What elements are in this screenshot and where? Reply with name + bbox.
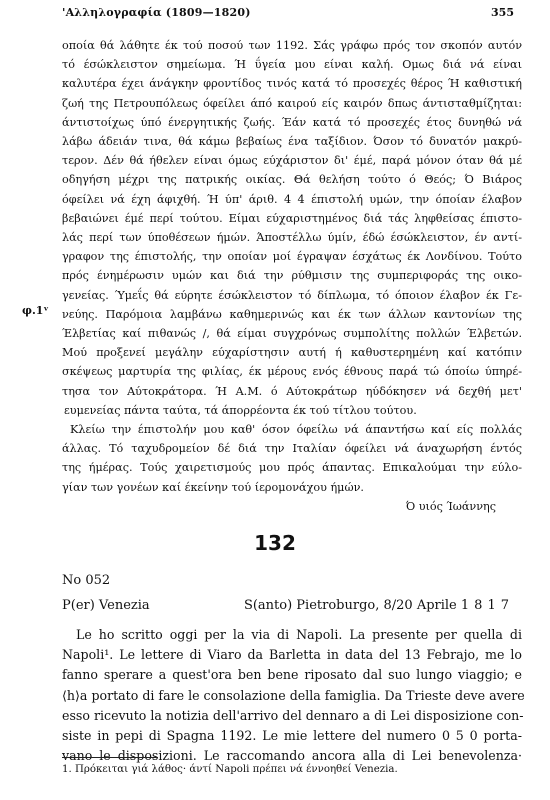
text-line: της ήμέρας. Τούς χαιρετισμούς μου πρός άπαντας. Επικαλούμαι την εύλο- (62, 461, 522, 475)
text-line: τερον. Δέν θά ήθελεν είναι όμως εύχάριστον δι' έμέ, παρά μόνον όταν θά μέ (62, 154, 522, 168)
text-line: Κλείω την έπιστολήν μου καθ' όσον όφείλω νά άπαντήσω καί είς πολλάς (70, 423, 522, 437)
text-line: καλυτέρα έχει άνάγκην φροντίδος τινός κατά τό προσεχές θέρος Ή καθιστική (62, 77, 522, 91)
text-line: βεβαιώνει έμέ περί τούτου. Είμαι εύχαριστημένος διά τάς ληφθείσας έπιστο- (62, 211, 522, 225)
footnote-divider (62, 757, 158, 758)
text-line: ⟨h⟩a portato di fare le consolazione della famiglia. Da Trieste deve avere (62, 687, 525, 703)
text-line: νεύης. Παρόμοια λαμβάνω καθημερινώς και έκ των άλλων καντονίων της (62, 307, 522, 321)
text-line: λάβω άδειάν τινα, θά κάμω βεβαίως ένα ταξίδιον. Όσον τό δυνατόν μακρύ- (62, 135, 522, 149)
header-title: 'Αλληλογραφία (1809—1820) (62, 6, 251, 19)
text-line: fanno sperare a quest'ora ben bene riposato dal suo lungo viaggio; e (62, 667, 522, 683)
text-line: τό έσώκλειστον σημείωμα. Ή ΰγεία μου είναι καλή. Ομως διά νά είναι (62, 58, 522, 72)
letter-destination: P(er) Venezia (62, 598, 150, 613)
letter-number: No 052 (62, 573, 111, 588)
italian-letter-text (62, 625, 525, 766)
running-header (62, 6, 514, 22)
footnote: 1. Πρόκειται γιά λάθος· άντί Napoli πρέπει νά έννοηθεί Venezia. (62, 764, 398, 775)
signature: Ό υιός Ίωάννης (405, 499, 496, 513)
text-line: οδηγήση μέχρι της πατρικής οικίας. Θά θελήση τούτο ό Θεός; Ό Βιάρος (62, 173, 522, 187)
text-line: Έλβετίας καί πιθανώς /, θά είμαι συγχρόνως συμπολίτης πολλών Έλβετών. (62, 327, 522, 341)
text-line: ευμενείας πάντα ταύτα, τά άπορρέοντα έκ τού τίτλου τούτου. (64, 403, 417, 417)
text-line: ζωή της Πετρουπόλεως όφείλει άπό καιρού είς καιρόν δπως άντισταθμίζηται: (62, 96, 522, 110)
letter-place-date: S(anto) Pietroburgo, 8/20 Aprile (243, 598, 457, 613)
text-line: γραφον της έπιστολής, την οποίαν μοί έγραψαν έσχάτως έκ Λονδίνου. Τούτο (62, 250, 522, 264)
text-line: γίαν των γονέων καί έκείνην τού ίερομονάχου ήμών. (62, 480, 364, 494)
letter-year: 1817 (460, 598, 514, 613)
text-line: vano le disposizioni. Le raccomando ancora alla di Lei benevolenza· (62, 748, 522, 764)
page-number: 355 (491, 6, 514, 19)
text-line: γενείας. Ύμεΐς θά εύρητε έσώκλειστον τό δίπλωμα, τό όποιον έλαβον έκ Γε- (62, 288, 522, 302)
text-line: οποία θά λάθητε έκ τού ποσού των 1192. Σάς γράφω πρός τον σκοπόν αυτόν (62, 39, 522, 52)
text-line: τησα τον Αύτοκράτορα. Ή Α.Μ. ό Αύτοκράτωρ ηύδόκησεν νά δεχθή μετ' (62, 384, 522, 398)
folio-margin-note: φ.1ᵛ (22, 304, 49, 317)
text-line: Μού προξενεί μεγάλην εύχαρίστησιν αυτή ή καθυστερημένη καί κατόπιν (62, 346, 522, 360)
text-line: πρός ένημέρωσιν υμών και διά την ρύθμισιν της συμπεριφοράς της οικο- (62, 269, 522, 283)
letter-origin-date (244, 598, 514, 613)
document-number: 132 (254, 531, 296, 555)
greek-letter-text (62, 36, 522, 516)
text-line: λάς περί των ύποθέσεων ήμών. Άποστέλλω ύμίν, έδώ έσώκλειστον, έν αντί- (62, 231, 522, 245)
text-line: Le ho scritto oggi per la via di Napoli. La presente per quella di (76, 627, 522, 642)
text-line: esso ricevuto la notizia dell'arrivo del dennaro a di Lei disposizione con- (62, 707, 524, 723)
text-line: όφείλει νά έχη άφιχθή. Ή ύπ' άριθ. 4 4 έπιστολή υμών, την όποίαν έλαβον (62, 192, 522, 206)
text-line: σκέψεως μαρτυρία της φιλίας, έκ μέρους ενός έθνους παρά τώ όποίω ύπηρέ- (62, 365, 522, 379)
text-line: Napoli¹. Le lettere di Viaro da Barletta in data del 13 Febrajo, me lo (62, 647, 522, 663)
text-line: άλλας. Τό ταχυδρομείον δέ διά την Ιταλίαν όφείλει νά άναχωρήση έντός (62, 442, 522, 456)
text-line: siste in pepi di Spagna 1192. Le mie lettere del numero 0 5 0 porta- (62, 728, 522, 744)
text-line: άντιστοίχως ύπό ένεργητικής ζωής. Έάν κατά τό προσεχές έτος δυνηθώ νά (62, 115, 522, 129)
